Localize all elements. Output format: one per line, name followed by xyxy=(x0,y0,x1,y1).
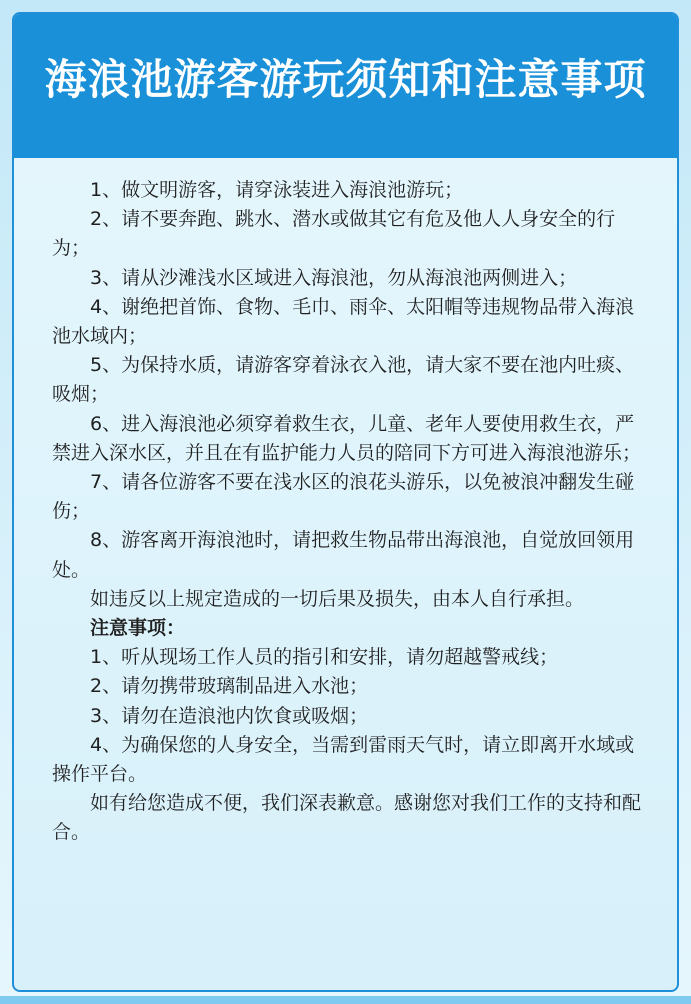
rule-item: 6、进入海浪池必须穿着救生衣，儿童、老年人要使用救生衣，严禁进入深水区，并且在有监护能力人员的陪同下方可进入海浪池游乐； xyxy=(52,412,642,464)
rule-item: 4、谢绝把首饰、食物、毛巾、雨伞、太阳帽等违规物品带入海浪池水域内； xyxy=(52,295,635,348)
rule-item: 1、做文明游客，请穿泳装进入海浪池游玩； xyxy=(90,179,464,201)
closing-statement: 如有给您造成不便，我们深表歉意。感谢您对我们工作的支持和配合。 xyxy=(52,792,642,844)
rule-item: 8、游客离开海浪池时，请把救生物品带出海浪池，自觉放回领用处。 xyxy=(52,529,635,581)
bottom-strip xyxy=(0,996,691,1004)
rule-item: 7、请各位游客不要在浅水区的浪花头游乐，以免被浪冲翻发生碰伤； xyxy=(52,471,635,523)
note-item: 3、请勿在造浪池内饮食或吸烟； xyxy=(90,704,369,727)
rule-item: 2、请不要奔跑、跳水、潜水或做其它有危及他人人身安全的行为； xyxy=(52,208,616,260)
note-item: 4、为确保您的人身安全，当需到雷雨天气时，请立即离开水域或操作平台。 xyxy=(52,733,635,786)
notice-frame xyxy=(12,12,679,992)
note-item: 2、请勿携带玻璃制品进入水池； xyxy=(90,675,369,698)
title-banner xyxy=(14,14,677,158)
liability-statement: 如违反以上规定造成的一切后果及损失，由本人自行承担。 xyxy=(90,587,585,610)
rule-item: 5、为保持水质，请游客穿着泳衣入池，请大家不要在池内吐痰、吸烟； xyxy=(52,354,635,406)
notice-content xyxy=(52,176,648,848)
rule-item: 3、请从沙滩浅水区域进入海浪池，勿从海浪池两侧进入； xyxy=(90,266,578,289)
note-item: 1、听从现场工作人员的指引和安排，请勿超越警戒线； xyxy=(90,646,559,669)
notes-heading: 注意事项： xyxy=(90,617,186,640)
page-title: 海浪池游客游玩须知和注意事项 xyxy=(44,55,647,104)
